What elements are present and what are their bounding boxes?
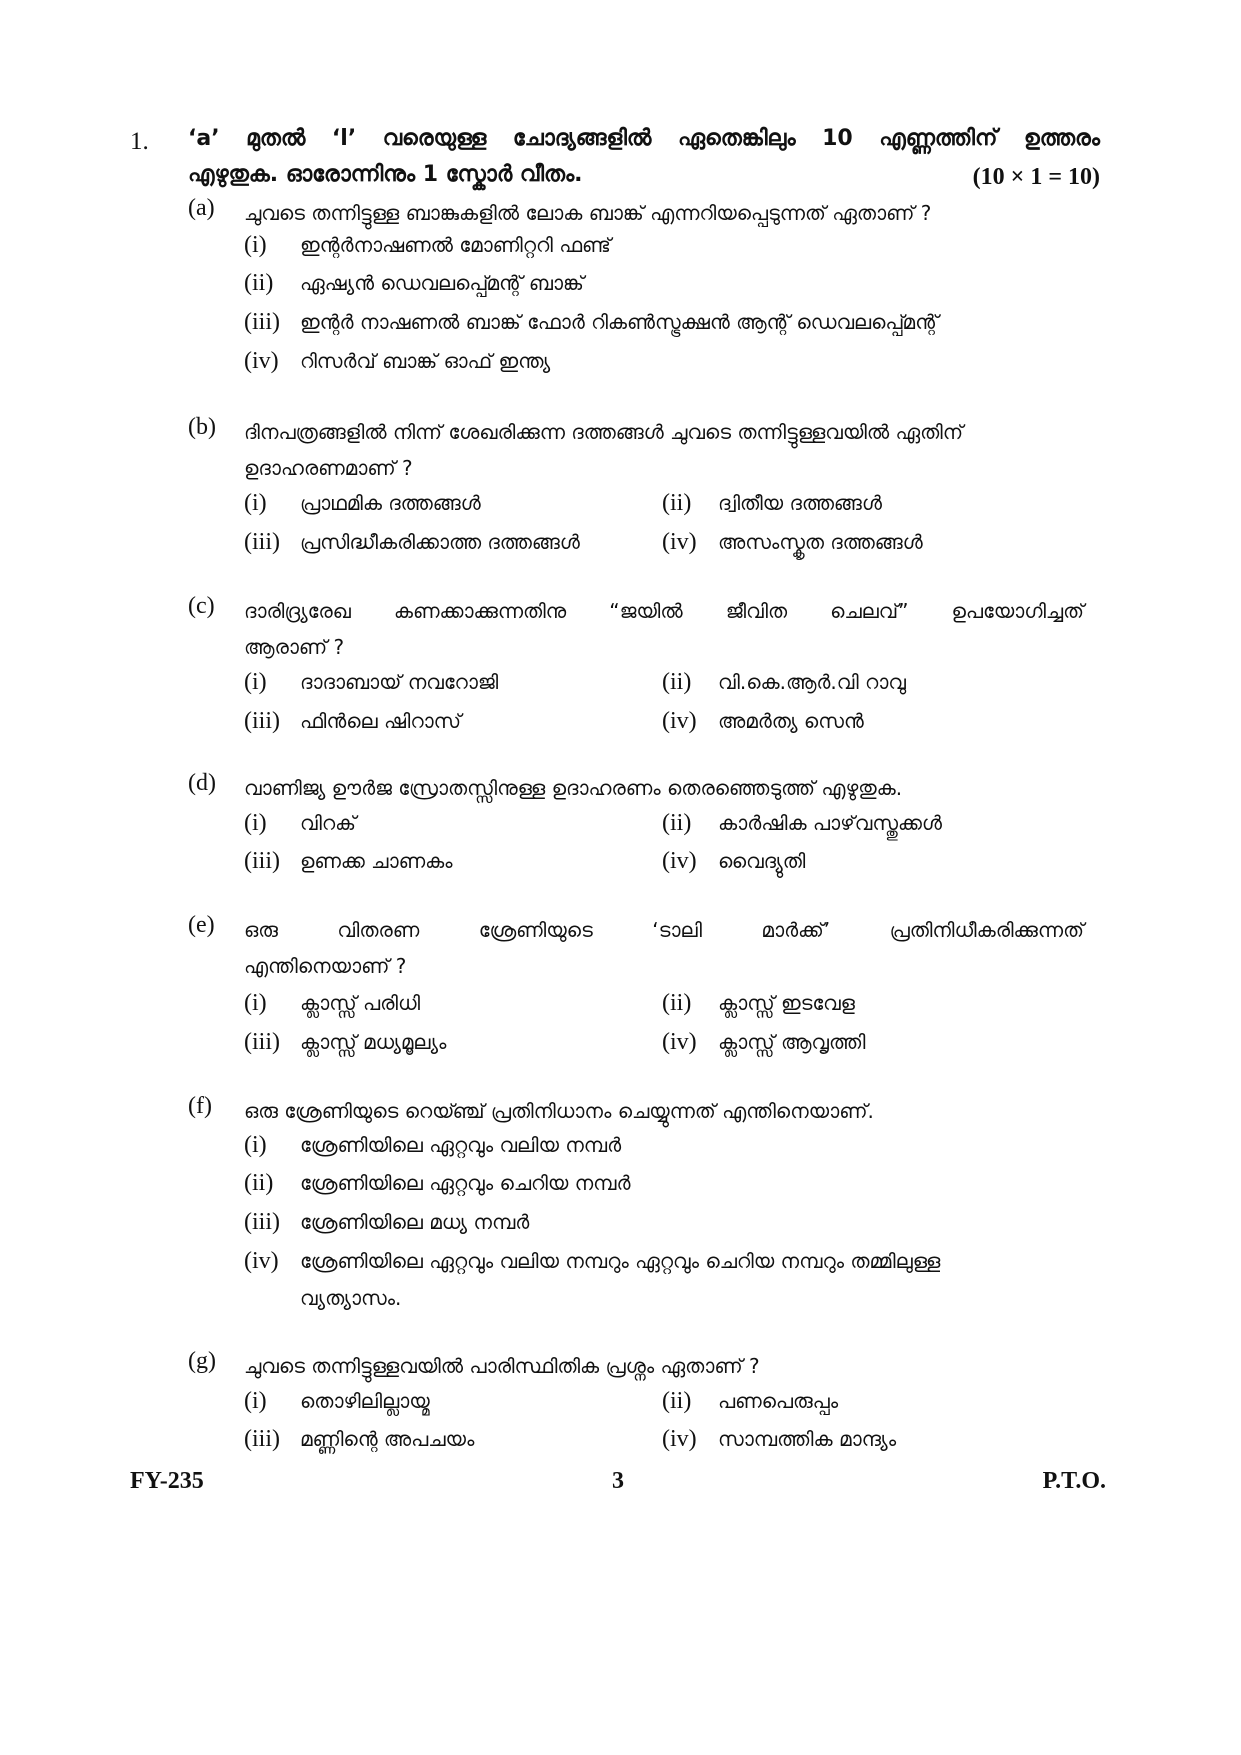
option-e-iv bbox=[662, 1029, 865, 1056]
sub-question-text-line1: ഒരു വിതരണ ശ്രേണിയുടെ ‘ടാലി മാർക്ക്’ പ്രതിനിധീകരിക്കുന്നത് bbox=[244, 918, 1084, 942]
option-text: ശ്രേണിയിലെ മധ്യ നമ്പർ bbox=[300, 1210, 530, 1234]
option-number: (iv) bbox=[662, 848, 697, 874]
sub-question-label: (b) bbox=[188, 414, 216, 440]
option-number: (iv) bbox=[662, 529, 697, 555]
option-g-iv bbox=[662, 1426, 896, 1453]
option-text: ശ്രേണിയിലെ ഏറ്റവും ചെറിയ നമ്പർ bbox=[300, 1171, 631, 1195]
option-text: വി.കെ.ആർ.വി റാവു bbox=[718, 670, 906, 694]
option-text: ഫിൻലെ ഷിറാസ് bbox=[300, 709, 462, 733]
option-e-iii bbox=[244, 1029, 446, 1056]
option-number: (iv) bbox=[662, 708, 697, 734]
option-a-iii bbox=[244, 309, 939, 336]
option-number: (i) bbox=[244, 810, 267, 836]
question-number: 1. bbox=[130, 128, 149, 155]
option-a-iv bbox=[244, 348, 550, 375]
option-number: (ii) bbox=[662, 490, 692, 516]
question-instruction-line2: എഴുതുക. ഓരോന്നിനും 1 സ്കോർ വീതം. bbox=[188, 162, 583, 187]
sub-question-label: (e) bbox=[188, 912, 215, 938]
option-text: ഇന്റർനാഷണൽ മോണിറ്ററി ഫണ്ട് bbox=[300, 233, 611, 257]
sub-question-text-line2: ആരാണ് ? bbox=[244, 635, 345, 659]
option-number: (ii) bbox=[244, 270, 274, 296]
option-number: (i) bbox=[244, 990, 267, 1016]
option-number: (iii) bbox=[244, 708, 280, 734]
option-g-i bbox=[244, 1388, 430, 1415]
option-number: (ii) bbox=[662, 990, 692, 1016]
option-text: ശ്രേണിയിലെ ഏറ്റവും വലിയ നമ്പറും ഏറ്റവും ചെറിയ നമ്പറും തമ്മിലുള്ള bbox=[300, 1249, 941, 1273]
option-text: ക്ലാസ്സ് ആവൃത്തി bbox=[718, 1030, 866, 1054]
option-number: (iv) bbox=[244, 1248, 279, 1274]
option-number: (i) bbox=[244, 1132, 267, 1158]
option-text: കാർഷിക പാഴ്‌വസ്തുക്കൾ bbox=[718, 811, 942, 835]
sub-question-label: (f) bbox=[188, 1093, 212, 1119]
option-text: പ്രസിദ്ധീകരിക്കാത്ത ദത്തങ്ങൾ bbox=[300, 530, 580, 554]
option-text: ക്ലാസ്സ് പരിധി bbox=[300, 991, 421, 1015]
option-c-iv bbox=[662, 708, 864, 735]
option-number: (iv) bbox=[244, 348, 279, 374]
option-text: ക്ലാസ്സ് ഇടവേള bbox=[718, 991, 855, 1015]
option-f-iv-continuation: വ്യത്യാസം. bbox=[300, 1286, 402, 1310]
option-number: (i) bbox=[244, 490, 267, 516]
option-g-iii bbox=[244, 1426, 474, 1453]
sub-question-text: ചുവടെ തന്നിട്ടുള്ള ബാങ്കുകളിൽ ലോക ബാങ്ക് എന്നറിയപ്പെടുന്നത് ഏതാണ് ? bbox=[244, 201, 932, 225]
question-instruction-line1: ‘a’ മുതൽ ‘l’ വരെയുള്ള ചോദ്യങ്ങളിൽ ഏതെങ്കിലും 10 എണ്ണത്തിന് ഉത്തരം bbox=[188, 126, 1100, 151]
option-text: മണ്ണിന്റെ അപചയം bbox=[300, 1427, 475, 1451]
option-number: (ii) bbox=[244, 1170, 274, 1196]
option-b-iii bbox=[244, 529, 580, 556]
option-text: റിസർവ് ബാങ്ക് ഓഫ് ഇന്ത്യ bbox=[300, 349, 551, 373]
option-number: (iii) bbox=[244, 1426, 280, 1452]
option-text: ദ്വിതീയ ദത്തങ്ങൾ bbox=[718, 491, 882, 515]
option-text: പണപെരുപ്പം bbox=[718, 1389, 839, 1413]
option-text: അസംസ്കൃത ദത്തങ്ങൾ bbox=[718, 530, 923, 554]
option-c-ii bbox=[662, 669, 906, 696]
option-g-ii bbox=[662, 1388, 838, 1415]
option-a-ii bbox=[244, 270, 584, 297]
option-f-i bbox=[244, 1132, 621, 1159]
sub-question-label: (d) bbox=[188, 770, 216, 796]
sub-question-label: (a) bbox=[188, 195, 215, 221]
option-number: (i) bbox=[244, 1388, 267, 1414]
option-number: (iv) bbox=[662, 1426, 697, 1452]
option-text: ഉണക്ക ചാണകം bbox=[300, 849, 453, 873]
option-number: (iii) bbox=[244, 529, 280, 555]
option-d-i bbox=[244, 810, 356, 837]
option-b-ii bbox=[662, 490, 882, 517]
option-b-i bbox=[244, 490, 481, 517]
option-d-iii bbox=[244, 848, 453, 875]
option-number: (iii) bbox=[244, 848, 280, 874]
option-number: (iii) bbox=[244, 309, 280, 335]
option-text: സാമ്പത്തിക മാന്ദ്യം bbox=[718, 1427, 897, 1451]
option-text: ഇന്റർ നാഷണൽ ബാങ്ക് ഫോർ റികൺസ്ട്രക്ഷൻ ആന്റ് ഡെവലപ്പ്മെന്റ് bbox=[300, 310, 939, 334]
sub-question-text-line2: ഉദാഹരണമാണ് ? bbox=[244, 456, 413, 480]
option-number: (i) bbox=[244, 669, 267, 695]
option-number: (ii) bbox=[662, 1388, 692, 1414]
option-f-ii bbox=[244, 1170, 631, 1197]
sub-question-text-line2: എന്തിനെയാണ് ? bbox=[244, 954, 407, 978]
sub-question-label: (g) bbox=[188, 1348, 216, 1374]
option-number: (iii) bbox=[244, 1029, 280, 1055]
option-number: (i) bbox=[244, 232, 267, 258]
sub-question-text: ചുവടെ തന്നിട്ടുള്ളവയിൽ പാരിസ്ഥിതിക പ്രശ്നം ഏതാണ് ? bbox=[244, 1354, 760, 1378]
option-text: ക്ലാസ്സ് മധ്യമൂല്യം bbox=[300, 1030, 447, 1054]
option-c-i bbox=[244, 669, 498, 696]
option-b-iv bbox=[662, 529, 923, 556]
option-number: (ii) bbox=[662, 810, 692, 836]
option-number: (iii) bbox=[244, 1209, 280, 1235]
option-text: ഏഷ്യൻ ഡെവലപ്പ്മെന്റ് ബാങ്ക് bbox=[300, 271, 584, 295]
option-text: തൊഴിലില്ലായ്മ bbox=[300, 1389, 430, 1413]
option-text: പ്രാഥമിക ദത്തങ്ങൾ bbox=[300, 491, 481, 515]
paper-code: FY-235 bbox=[130, 1468, 204, 1494]
option-e-i bbox=[244, 990, 420, 1017]
option-d-ii bbox=[662, 810, 942, 837]
sub-question-text: ഒരു ശ്രേണിയുടെ റെയ്ഞ്ച് പ്രതിനിധാനം ചെയ്യുന്നത് എന്തിനെയാണ്. bbox=[244, 1099, 874, 1123]
question-marks: (10 × 1 = 10) bbox=[972, 164, 1100, 190]
option-f-iv bbox=[244, 1248, 940, 1275]
option-text: അമർത്യ സെൻ bbox=[718, 709, 864, 733]
option-e-ii bbox=[662, 990, 855, 1017]
option-number: (ii) bbox=[662, 669, 692, 695]
please-turn-over: P.T.O. bbox=[1042, 1468, 1106, 1494]
option-text: വൈദ്യുതി bbox=[718, 849, 806, 873]
option-number: (iv) bbox=[662, 1029, 697, 1055]
sub-question-text: വാണിജ്യ ഊർജ സ്രോതസ്സിനുള്ള ഉദാഹരണം തെരഞ്ഞെടുത്ത് എഴുതുക. bbox=[244, 776, 903, 800]
option-d-iv bbox=[662, 848, 805, 875]
option-text: ശ്രേണിയിലെ ഏറ്റവും വലിയ നമ്പർ bbox=[300, 1133, 622, 1157]
sub-question-text-line1: ദിനപത്രങ്ങളിൽ നിന്ന് ശേഖരിക്കുന്ന ദത്തങ്ങൾ ചുവടെ തന്നിട്ടുള്ളവയിൽ ഏതിന് bbox=[244, 420, 964, 444]
option-text: വിറക് bbox=[300, 811, 357, 835]
option-text: ദാദാബായ് നവറോജി bbox=[300, 670, 499, 694]
sub-question-label: (c) bbox=[188, 593, 215, 619]
option-c-iii bbox=[244, 708, 461, 735]
sub-question-text-line1: ദാരിദ്ര്യരേഖ കണക്കാക്കുന്നതിനു “ജയിൽ ജീവിത ചെലവ്” ഉപയോഗിച്ചത് bbox=[244, 599, 1084, 623]
page-number: 3 bbox=[612, 1468, 624, 1494]
option-a-i bbox=[244, 232, 611, 259]
option-f-iii bbox=[244, 1209, 529, 1236]
